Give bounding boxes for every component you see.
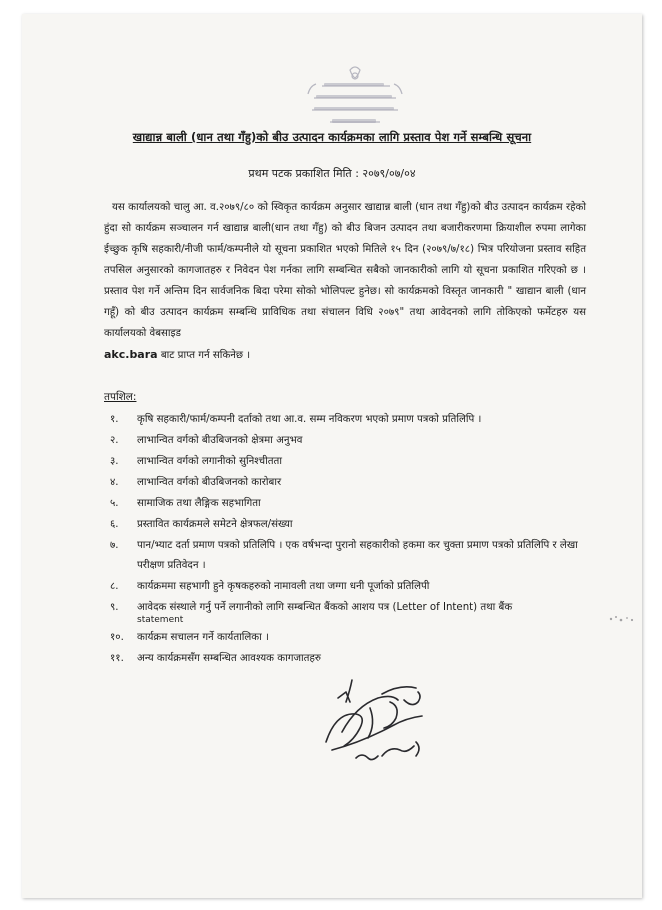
list-item-number: १०. xyxy=(110,631,124,643)
list-item-text: कृषि सहकारी/फार्म/कम्पनी दर्ताको तथा आ.व. सम्म नविकरण भएको प्रमाण पत्रको प्रतिलिपि । xyxy=(137,414,482,425)
list-item xyxy=(104,410,594,430)
list-item-number: ५. xyxy=(110,498,119,509)
list-item-number: ७. xyxy=(110,540,119,551)
requirements-list xyxy=(104,410,594,670)
list-item xyxy=(104,628,594,648)
list-item-number: ६. xyxy=(110,519,119,530)
list-item-number: ९. xyxy=(110,601,119,613)
website-link[interactable]: akc.bara xyxy=(104,348,158,361)
list-item-text: सामाजिक तथा लैङ्गिक सहभागिता xyxy=(137,498,261,509)
list-item xyxy=(104,577,594,597)
list-item-main-text: आवेदक संस्थाले गर्नु पर्ने लगानीको लागि सम्बन्धित बैंकको आशय पत्र (Letter of Intent) तथा बैंक xyxy=(137,601,513,613)
published-date: प्रथम पटक प्रकाशित मिति : २०७९/०७/०४ xyxy=(248,167,416,180)
list-item-number: २. xyxy=(110,435,119,446)
list-item-number: ४. xyxy=(110,477,119,488)
list-item-number: १. xyxy=(110,414,119,425)
list-item xyxy=(104,649,594,669)
list-item xyxy=(104,598,594,627)
list-item xyxy=(104,536,594,575)
document-page xyxy=(22,14,642,898)
list-item-text xyxy=(137,598,594,627)
handwritten-signature xyxy=(312,672,442,772)
list-item xyxy=(104,452,594,472)
list-item xyxy=(104,473,594,493)
list-item-text: अन्य कार्यक्रमसँग सम्बन्धित आवश्यक कागजातहरु xyxy=(137,652,321,664)
list-heading: तपशिल: xyxy=(104,391,137,403)
notice-title: खाद्यान्न बाली (धान तथा गँहु)को बीउ उत्पादन कार्यक्रमका लागि प्रस्ताव पेश गर्ने सम्बन्धि सूचना xyxy=(132,130,532,144)
list-item-number: ३. xyxy=(110,456,119,467)
list-item-continuation: statement xyxy=(137,615,184,625)
list-item xyxy=(104,431,594,451)
list-item-text: लाभान्वित वर्गको बीउबिजनको क्षेत्रमा अनुभव xyxy=(137,435,303,446)
list-item-text: पान/भ्याट दर्ता प्रमाण पत्रको प्रतिलिपि । एक वर्षभन्दा पुरानो सहकारीको हकमा कर चुक्ता प्रमाण पत्रको प्रतिलिपि र लेखा परीक्षण प्रतिवेदन । xyxy=(137,540,578,571)
list-item-text: लाभान्वित वर्गको लगानीको सुनिश्चीतता xyxy=(137,456,282,467)
list-item-text: प्रस्तावित कार्यक्रमले समेटने क्षेत्रफल/संख्या xyxy=(137,519,293,530)
notice-body xyxy=(104,197,586,366)
scan-speck-mark xyxy=(607,612,637,624)
list-item xyxy=(104,494,594,514)
list-item-text: कार्यक्रममा सहभागी हुने कृषकहरुको नामावली तथा जग्गा धनी पूर्जाको प्रतिलिपी xyxy=(137,580,430,592)
office-seal-stamp xyxy=(300,64,410,136)
list-item-number: ८. xyxy=(110,580,119,592)
body-tail: बाट प्राप्त गर्न सकिनेछ । xyxy=(160,350,251,361)
body-text: यस कार्यालयको चालु आ. व.२०७९/८० को स्विकृत कार्यक्रम अनुसार खाद्यान्न बाली (धान तथा गँहु)को बीउ उत्पादन कार्यक्रम रहेको हुंदा सो कार्यक्रम सञ्चालन गर्न खाद्यान्न बाली(धान तथा गँहु) को बीउ बिजन उत्पादन तथा बजारीकरणमा क्रियाशील रुपमा लागेका ईच्छुक कृषि सहकारी/नीजी फार्म/कम्पनीले यो सूचना प्रकाशित भएको मितिले १५ दिन (२०७९/७/१८) भित्र परियोजना प्रस्ताव सहित तपसिल अनुसारको कागजातहरु र निवेदन पेश गर्नका लागि सम्बन्धित सबैको जानकारीको लागि यो सूचना प्रकाशित गरिएको छ । प्रस्ताव पेश गर्ने अन्तिम दिन सार्वजनिक बिदा परेमा सोको भोलिपल्ट हुनेछ। सो कार्यक्रमको विस्तृत जानकारी " खाद्यान बाली (धान गहूँ) को बीउ उत्पादन कार्यक्रम सम्बन्धि प्राविधिक तथा संचालन विधि २०७९" तथा आवेदनको लागि तोकिएको फर्मेटहरु यस कार्यालयको वेबसाइड xyxy=(104,202,586,339)
list-item-number: ११. xyxy=(110,652,124,664)
list-item xyxy=(104,515,594,535)
list-item-text: कार्यक्रम सचालन गर्ने कार्यतालिका । xyxy=(137,631,269,643)
list-item-text: लाभान्वित वर्गको बीउबिजनको कारोबार xyxy=(137,477,282,488)
